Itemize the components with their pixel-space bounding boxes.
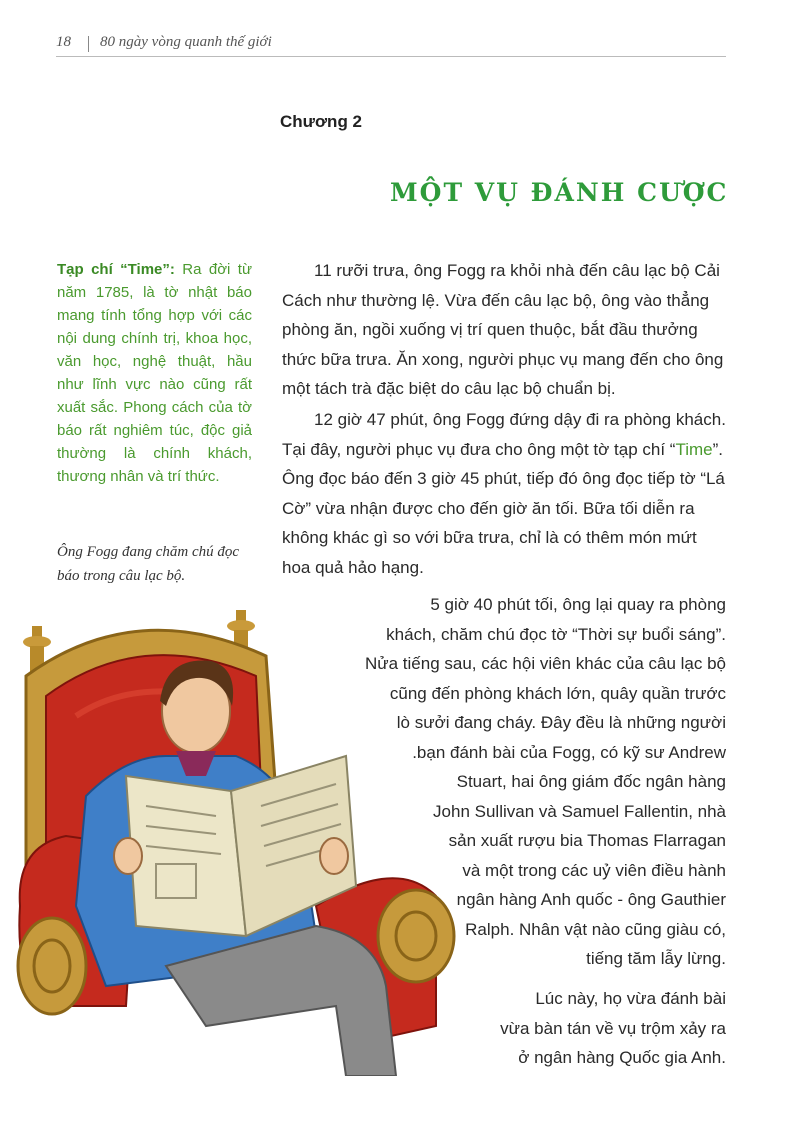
paragraph-line: Stuart, hai ông giám đốc ngân hàng: [456, 772, 726, 791]
paragraph-line: sản xuất rượu bia Thomas Flarragan: [448, 831, 726, 850]
paragraph-line: và một trong các uỷ viên điều hành: [462, 860, 726, 880]
paragraph-1: 11 rưỡi trưa, ông Fogg ra khỏi nhà đến câu lạc bộ Cải Cách như thường lệ. Vừa đến câu lạc bộ, ông vào thẳng phòng ăn, ngồi xuống vị trí quen thuộc, bắt đầu thưởng thức bữa trưa. Ăn xong, người phục vụ mang đến cho ông một tách trà đặc biệt do câu lạc bộ chuẩn bị.: [282, 261, 724, 398]
page-number: 18: [56, 34, 71, 50]
paragraph-2-end: ”. Ông đọc báo đến 3 giờ 45 phút, tiếp đó ông đọc tiếp tờ “Lá Cờ” vừa nhận được cho đến giờ ăn tối. Bữa tối diễn ra không khác gì so với bữa trưa, chỉ là có thêm món mứt hoa quả hảo hạng.: [282, 439, 725, 577]
paragraph-2-start: 12 giờ 47 phút, ông Fogg đứng dậy đi ra phòng khách. Tại đây, người phục vụ đưa cho ông một tờ tạp chí “: [282, 410, 726, 459]
paragraph-line: Nửa tiếng sau, các hội viên khác của câu lạc bộ: [364, 654, 726, 673]
paragraph-4: [480, 984, 726, 1073]
paragraph-line: lò sưởi đang cháy. Đây đều là những người: [396, 713, 726, 732]
chapter-label: Chương 2: [280, 112, 363, 131]
paragraph-line: .bạn đánh bài của Fogg, có kỹ sư Andrew: [412, 742, 726, 762]
chapter-title: MỘT VỤ ĐÁNH CƯỢC: [390, 178, 729, 207]
illustration-caption: Ông Fogg đang chăm chú đọc báo trong câu lạc bộ.: [57, 544, 240, 584]
paragraph-line: John Sullivan và Samuel Fallentin, nhà: [433, 801, 726, 821]
time-keyword: Time: [675, 439, 713, 459]
paragraph-line: 5 giờ 40 phút tối, ông lại quay ra phòng: [430, 595, 726, 614]
paragraph-line: Lúc này, họ vừa đánh bài: [535, 989, 726, 1008]
sidenote-text: Ra đời từ năm 1785, là tờ nhật báo mang tính tổng hợp với các nội dung chính trị, khoa học, văn học, nghệ thuật, hầu như lĩnh vực nào cũng rất xuất sắc. Phong cách của tờ báo rất nghiêm túc, độc giả thường là chính khách, thương nhân và trí thức.: [57, 261, 252, 485]
running-title: 80 ngày vòng quanh thế giới: [100, 34, 272, 50]
paragraph-line: vừa bàn tán về vụ trộm xảy ra: [500, 1018, 726, 1038]
header-rule: [56, 56, 726, 57]
sidenote-term: Tạp chí “Time”:: [57, 261, 175, 278]
paragraph-2: [282, 405, 726, 582]
paragraph-line: ở ngân hàng Quốc gia Anh.: [518, 1048, 726, 1067]
page-header: [56, 34, 726, 54]
paragraph-line: tiếng tăm lẫy lừng.: [586, 949, 726, 968]
paragraph-line: Ralph. Nhân vật nào cũng giàu có,: [465, 919, 726, 939]
paragraph-line: cũng đến phòng khách lớn, quây quần trước: [389, 683, 726, 703]
paragraph-line: khách, chăm chú đọc tờ “Thời sự buổi sáng”.: [386, 624, 726, 644]
header-separator: [88, 36, 89, 52]
paragraph-line: ngân hàng Anh quốc - ông Gauthier: [456, 890, 726, 909]
illustration-fogg-reading: [16, 606, 484, 1076]
sidenote: [57, 258, 252, 488]
